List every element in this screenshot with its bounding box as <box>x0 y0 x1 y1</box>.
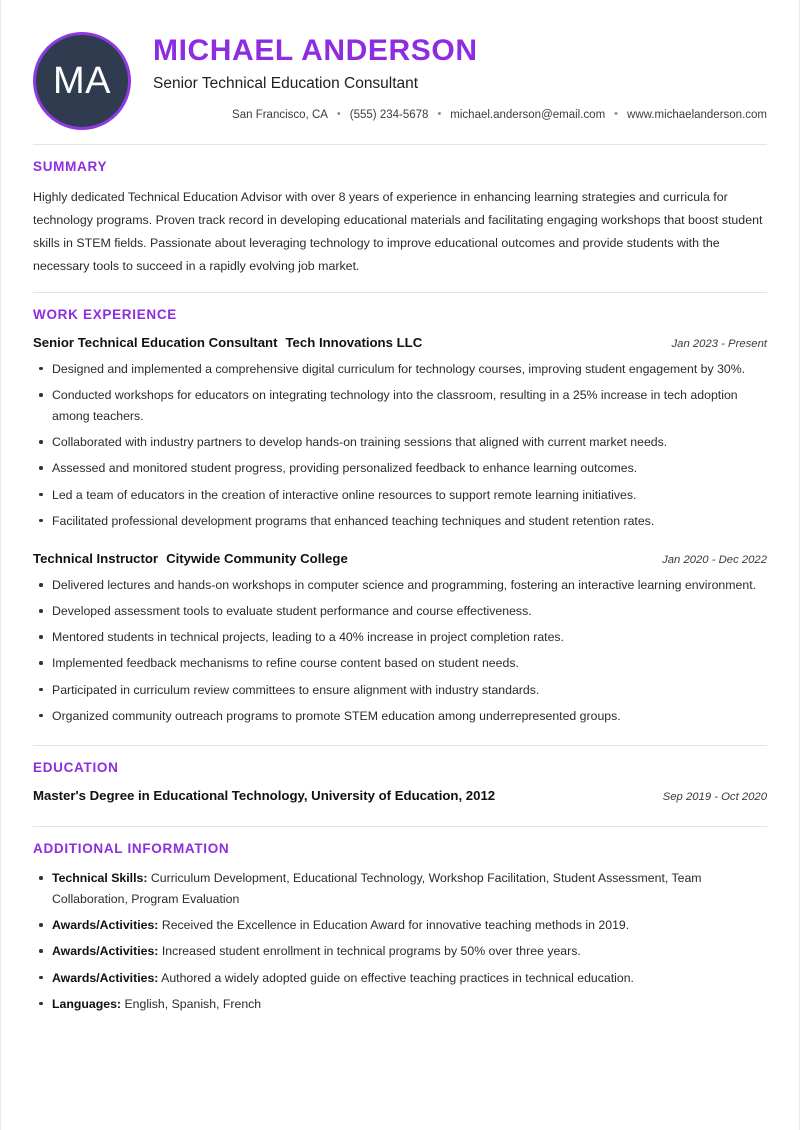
contact-location: San Francisco, CA <box>232 109 328 122</box>
work-entry-heading <box>33 550 348 567</box>
list-item: Assessed and monitored student progress, providing personalized feedback to enhance learning outcomes. <box>33 458 767 479</box>
section-title-work-experience: WORK EXPERIENCE <box>33 306 178 322</box>
list-item: Delivered lectures and hands-on workshops in computer science and programming, fostering an interactive learning environment. <box>33 575 767 596</box>
section-title-education: EDUCATION <box>33 759 119 775</box>
education-entry-date: Sep 2019 - Oct 2020 <box>662 790 767 803</box>
contact-email[interactable]: michael.anderson@email.com <box>450 109 606 122</box>
avatar-initials: MA <box>53 60 111 102</box>
info-value: Authored a widely adopted guide on effective teaching practices in technical education. <box>161 970 634 985</box>
list-item: Developed assessment tools to evaluate student performance and course effectiveness. <box>33 601 767 622</box>
work-entry-bullets <box>33 359 767 532</box>
work-entry-heading <box>33 334 422 351</box>
info-label: Awards/Activities: <box>52 970 159 985</box>
info-label: Awards/Activities: <box>52 944 159 959</box>
page-title: MICHAEL ANDERSON <box>153 34 478 67</box>
list-item: Implemented feedback mechanisms to refine course content based on student needs. <box>33 653 767 674</box>
list-item <box>33 968 767 989</box>
header-job-title: Senior Technical Education Consultant <box>153 74 419 92</box>
education-entry-head <box>33 787 767 804</box>
section-work-experience <box>33 293 767 745</box>
info-label: Technical Skills: <box>52 871 148 886</box>
contact-separator-icon: • <box>336 108 341 121</box>
education-entry <box>33 787 767 804</box>
list-item: Collaborated with industry partners to develop hands-on training sessions that aligned with current market needs. <box>33 432 767 453</box>
work-entry-bullets <box>33 575 767 727</box>
work-entry-date: Jan 2020 - Dec 2022 <box>662 553 767 566</box>
info-value: Received the Excellence in Education Award for innovative teaching methods in 2019. <box>161 918 630 933</box>
education-entry-degree: Master's Degree in Educational Technology, University of Education, 2012 <box>33 787 496 803</box>
contact-website[interactable]: www.michaelanderson.com <box>627 109 767 122</box>
section-title-summary: SUMMARY <box>33 159 108 174</box>
avatar <box>33 32 131 130</box>
summary-text: Highly dedicated Technical Education Advisor with over 8 years of experience in enhancing learning strategies and curricula for technology programs. Proven track record in developing educational materials and facilitating engaging workshops that boost student skills in STEM fields. Passionate about leveraging technology to improve educational outcomes and provide students with the necessary tools to succeed in a rapidly evolving job market. <box>33 190 763 273</box>
additional-information-list <box>33 868 767 1015</box>
work-entry-role: Technical Instructor <box>33 550 159 566</box>
list-item <box>33 994 767 1015</box>
list-item: Led a team of educators in the creation of interactive online resources to support remote learning initiatives. <box>33 485 767 506</box>
work-entry-date: Jan 2023 - Present <box>671 337 767 350</box>
contact-separator-icon: • <box>437 108 442 121</box>
list-item: Organized community outreach programs to promote STEM education among underrepresented groups. <box>33 706 767 727</box>
list-item <box>33 941 767 962</box>
info-value: Increased student enrollment in technical programs by 50% over three years. <box>161 944 581 959</box>
section-additional-information <box>33 827 767 1043</box>
info-label: Awards/Activities: <box>52 918 159 933</box>
list-item: Designed and implemented a comprehensive digital curriculum for technology courses, improving student engagement by 30%. <box>33 359 767 380</box>
resume-header <box>33 0 767 144</box>
work-entry-head <box>33 334 767 351</box>
contact-separator-icon: • <box>614 108 619 121</box>
list-item: Participated in curriculum review committees to ensure alignment with industry standards. <box>33 680 767 701</box>
list-item <box>33 915 767 936</box>
list-item: Mentored students in technical projects, leading to a 40% increase in project completion rates. <box>33 627 767 648</box>
info-label: Languages: <box>52 996 122 1011</box>
contact-phone[interactable]: (555) 234-5678 <box>349 109 429 122</box>
section-education <box>33 746 767 826</box>
work-entry-company: Citywide Community College <box>166 550 348 566</box>
contact-line <box>153 107 767 123</box>
section-summary <box>33 145 767 292</box>
list-item: Conducted workshops for educators on integrating technology into the classroom, resulting in a 25% increase in tech adoption among teachers. <box>33 385 767 427</box>
work-entry-role: Senior Technical Education Consultant <box>33 334 278 350</box>
info-value: English, Spanish, French <box>124 996 262 1011</box>
section-title-additional-information: ADDITIONAL INFORMATION <box>33 841 230 857</box>
work-entry-company: Tech Innovations LLC <box>285 334 423 350</box>
list-item: Facilitated professional development programs that enhanced teaching techniques and student retention rates. <box>33 511 767 532</box>
header-text-block <box>131 28 767 123</box>
list-item <box>33 868 767 910</box>
work-entry <box>33 334 767 532</box>
work-entry-head <box>33 550 767 567</box>
work-entry <box>33 550 767 727</box>
info-value: Curriculum Development, Educational Technology, Workshop Facilitation, Student Assessment, Team Collaboration, Program Evaluation <box>52 871 702 907</box>
